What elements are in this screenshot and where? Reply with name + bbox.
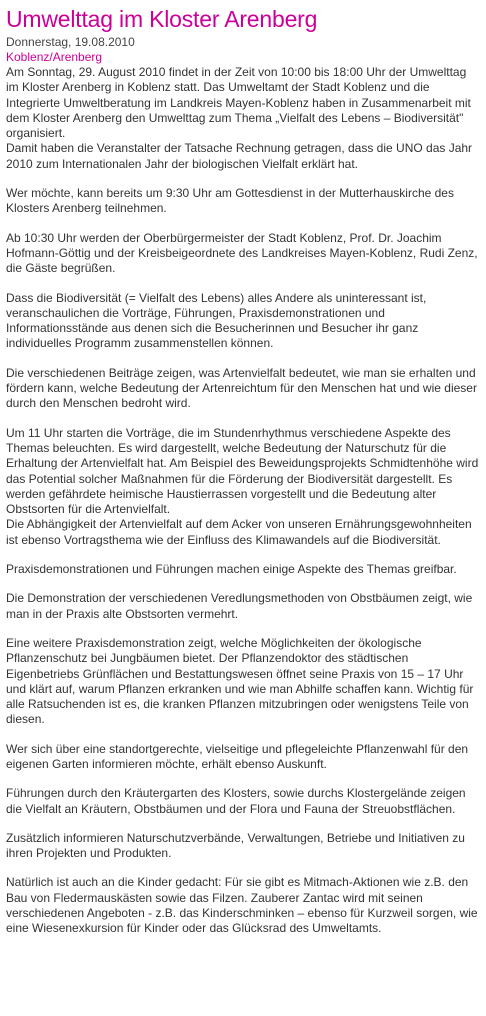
paragraph [6, 186, 482, 217]
paragraph-line: Wer sich über eine standortgerechte, vielseitige und pflegeleichte Pflanzenwahl für den eigenen Garten informieren möchte, erhält ebenso Auskunft. [6, 741, 469, 771]
article-location: Koblenz/Arenberg [6, 50, 103, 64]
paragraph [6, 786, 482, 817]
paragraph [6, 636, 482, 728]
paragraph-line: Die Abhängigkeit der Artenvielfalt auf dem Acker von unseren Ernährungsgewohnheiten ist ebenso Vortragsthema wie der Einfluss des Klimawandels auf die Biodiversität. [6, 517, 472, 547]
paragraph [6, 562, 482, 577]
paragraph [6, 426, 482, 548]
paragraph-line: Die Demonstration der verschiedenen Veredlungsmethoden von Obstbäumen zeigt, wie man in der Praxis alte Obstsorten vermehrt. [6, 591, 473, 621]
paragraph-line: Führungen durch den Kräutergarten des Klosters, sowie durchs Klostergelände zeigen die Vielfalt an Kräutern, Obstbäumen und der Flora und Fauna der Streuobstflächen. [6, 786, 466, 816]
paragraph [6, 231, 482, 277]
paragraph-line: Wer möchte, kann bereits um 9:30 Uhr am Gottesdienst in der Mutterhauskirche des Klosters Arenberg teilnehmen. [6, 186, 454, 216]
paragraph [6, 742, 482, 773]
paragraph-line: Dass die Biodiversität (= Vielfalt des Lebens) alles Andere als uninteressant ist, veranschaulichen die Vorträge, Führungen, Praxisdemonstrationen und Informationsstände aus denen sich die Besucherinnen und Besucher ihr ganz individuelles Programm zusammenstellen können. [6, 290, 427, 351]
paragraph [6, 591, 482, 622]
article-body [6, 65, 482, 937]
paragraph [6, 65, 482, 172]
paragraph-line: Eine weitere Praxisdemonstration zeigt, welche Möglichkeiten der ökologische Pflanzenschutz bei Jungbäumen bietet. Der Pflanzendoktor des städtischen Eigenbetriebs Grünflächen und Bestattungswesen öffnet seine Praxis von 15 – 17 Uhr und klärt auf, warum Pflanzen erkranken und wie man Abhilfe schaffen kann. Wichtig für alle Ratsuchenden ist es, die kranken Pflanzen mitzubringen oder wenigstens Teile von diesen. [6, 635, 474, 727]
paragraph [6, 831, 482, 862]
paragraph-line: Die verschiedenen Beiträge zeigen, was Artenvielfalt bedeutet, wie man sie erhalten und fördern kann, welche Bedeutung der Artenreichtum für den Menschen hat und wie dieser durch den Menschen bedroht wird. [6, 365, 477, 411]
paragraph-line: Natürlich ist auch an die Kinder gedacht: Für sie gibt es Mitmach-Aktionen wie z.B. den Bau von Fledermauskästen sowie das Filzen. Zauberer Zantac wird mit seinen verschiedenen Angeboten - z.B. das Kinderschminken – ebenso für Kurzweil sorgen, wie eine Wiesenexkursion für Kinder oder das Glücksrad des Umweltamts. [6, 875, 478, 936]
paragraph-line: Am Sonntag, 29. August 2010 findet in der Zeit von 10:00 bis 18:00 Uhr der Umwelttag im Kloster Arenberg in Koblenz statt. Das Umweltamt der Stadt Koblenz und die Integrierte Umweltberatung im Landkreis Mayen-Koblenz haben in Zusammenarbeit mit dem Kloster Arenberg den Umwelttag zum Thema „Vielfalt des Lebens – Biodiversität" organisiert. [6, 65, 471, 141]
paragraph-line: Ab 10:30 Uhr werden der Oberbürgermeister der Stadt Koblenz, Prof. Dr. Joachim Hofmann-Göttig und der Kreisbeigeordnete des Landkreises Mayen-Koblenz, Rudi Zenz, die Gäste begrüßen. [6, 230, 478, 276]
paragraph [6, 875, 482, 936]
paragraph-line: Damit haben die Veranstalter der Tatsache Rechnung getragen, dass die UNO das Jahr 2010 zum Internationalen Jahr der biologischen Vielfalt erklärt hat. [6, 141, 473, 171]
paragraph-line: Um 11 Uhr starten die Vorträge, die im Stundenrhythmus verschiedene Aspekte des Themas beleuchten. Es wird dargestellt, welche Bedeutung der Naturschutz für die Erhaltung der Artenvielfalt hat. Am Beispiel des Beweidungsprojekts Schmidtenhöhe wird das Potential solcher Maßnahmen für die Förderung der Biodiversität dargestellt. Es werden gefährdete heimische Haustierrassen vorgestellt und die Bedeutung alter Obstsorten für die Artenvielfalt. [6, 425, 479, 517]
article-title: Umwelttag im Kloster Arenberg [6, 6, 318, 32]
paragraph-line: Zusätzlich informieren Naturschutzverbände, Verwaltungen, Betriebe und Initiativen zu ihren Projekten und Produkten. [6, 830, 465, 861]
paragraph [6, 366, 482, 412]
paragraph-line: Praxisdemonstrationen und Führungen machen einige Aspekte des Themas greifbar. [6, 562, 457, 577]
article-date: Donnerstag, 19.08.2010 [6, 35, 135, 49]
paragraph [6, 291, 482, 352]
